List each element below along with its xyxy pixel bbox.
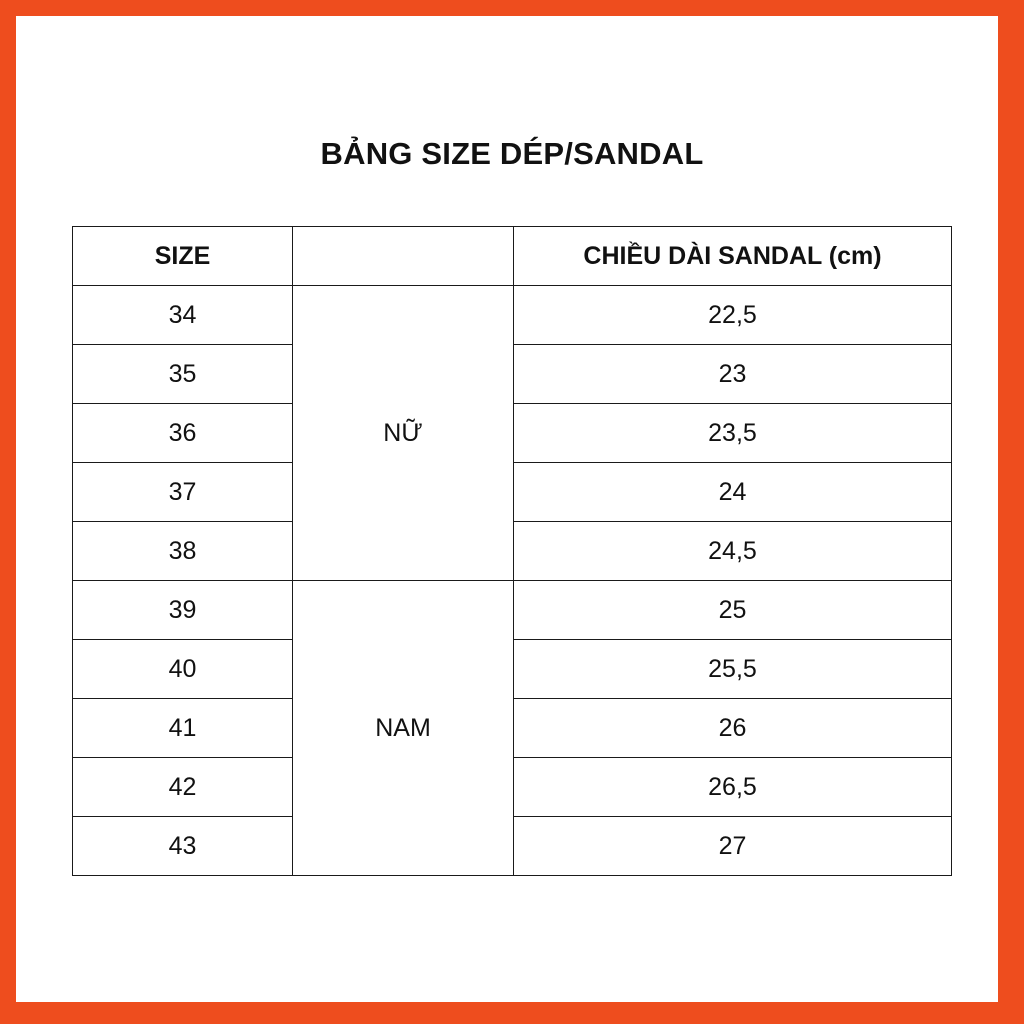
gender-cell-female: NỮ — [293, 286, 514, 581]
length-cell: 26,5 — [514, 758, 952, 817]
length-cell: 23 — [514, 345, 952, 404]
length-cell: 24 — [514, 463, 952, 522]
length-cell: 25,5 — [514, 640, 952, 699]
length-cell: 24,5 — [514, 522, 952, 581]
size-cell: 40 — [73, 640, 293, 699]
size-cell: 35 — [73, 345, 293, 404]
size-cell: 36 — [73, 404, 293, 463]
header-length: CHIỀU DÀI SANDAL (cm) — [514, 227, 952, 286]
size-chart-table — [72, 226, 952, 876]
length-cell: 26 — [514, 699, 952, 758]
table-row — [73, 286, 952, 345]
header-size: SIZE — [73, 227, 293, 286]
gender-cell-male: NAM — [293, 581, 514, 876]
table-row — [73, 581, 952, 640]
page-title: BẢNG SIZE DÉP/SANDAL — [320, 136, 704, 171]
size-cell: 38 — [73, 522, 293, 581]
table-header-row — [73, 227, 952, 286]
header-gender — [293, 227, 514, 286]
size-cell: 43 — [73, 817, 293, 876]
size-cell: 41 — [73, 699, 293, 758]
length-cell: 27 — [514, 817, 952, 876]
length-cell: 23,5 — [514, 404, 952, 463]
size-cell: 39 — [73, 581, 293, 640]
length-cell: 25 — [514, 581, 952, 640]
length-cell: 22,5 — [514, 286, 952, 345]
size-cell: 42 — [73, 758, 293, 817]
size-cell: 37 — [73, 463, 293, 522]
size-cell: 34 — [73, 286, 293, 345]
